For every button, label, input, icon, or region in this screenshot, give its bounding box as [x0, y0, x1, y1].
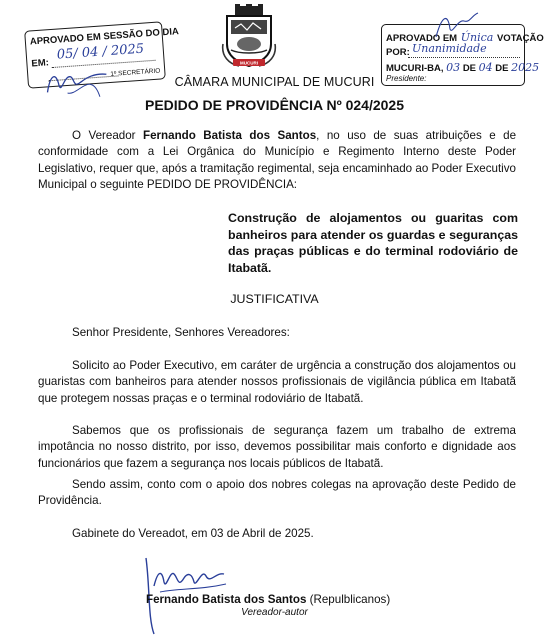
justification-heading: JUSTIFICATIVA [230, 292, 319, 306]
author-name: Fernando Batista dos Santos [146, 593, 307, 606]
closing-line: Gabinete do Vereadot, em 03 de Abril de 2025. [72, 527, 314, 540]
vote-method-handwritten: Única [460, 31, 494, 44]
vote-year-handwritten: 2025 [511, 61, 540, 74]
document-title: PEDIDO DE PROVIDÊNCIA Nº 024/2025 [144, 97, 404, 113]
vote-por-handwritten: Unanimidade [412, 42, 487, 55]
session-stamp-title: APROVADO EM SESSÃO DO DIA [29, 26, 180, 48]
signature-line [146, 593, 390, 606]
vote-day-handwritten: 03 [446, 61, 461, 74]
vote-stamp-title: APROVADO EM Única VOTAÇÃO [386, 31, 544, 44]
secretary-label: 1º SECRETÁRIO [110, 67, 161, 78]
vote-month-handwritten: 04 [478, 61, 493, 74]
crest-banner-text: MUCURI [240, 60, 258, 66]
president-signature-scribble [432, 11, 482, 41]
paragraph-2: Sabemos que os profissionais de segurança fazem um trabalho de extrema impotância no nosso distrito, por isso, devemos possibilitar mais conforto e dignidade aos funcionários que fazem a segurança nos locais públicos de Itabatã. [38, 424, 516, 470]
author-role: Vereador-autor [241, 607, 308, 618]
session-date-handwritten: 05/ 04 / 2025 [56, 41, 145, 63]
municipal-crest-logo [221, 4, 277, 70]
author-party: (Repulblicanos) [306, 593, 391, 606]
intro-paragraph: O Vereador Fernando Batista dos Santos, no uso de suas atribuições e de conformidade com a Lei Orgânica do Município e Regimento Interno deste Poder Legislativo, requer que, após a tramitação regimental, seja encaminhado ao Poder Executivo Municipal o seguinte PEDIDO DE PROVIDÊNCIA: [38, 129, 517, 191]
request-text: Construção de alojamentos ou guaritas com banheiros para atender os guardas e seguranças das praças públicas e do terminal rodoviário de Itabatã. [228, 211, 518, 276]
author-name-inline: Fernando Batista dos Santos [143, 129, 317, 142]
president-label: Presidente: [386, 74, 427, 83]
session-stamp-em-label: EM: [31, 57, 50, 70]
vote-place-date-line: MUCURI-BA, 03 DE 04 DE 2025 [386, 61, 540, 74]
chamber-name: CÂMARA MUNICIPAL DE MUCURI [174, 75, 375, 89]
vote-por-line [408, 57, 520, 58]
paragraph-1: Solicito ao Poder Executivo, em caráter de urgência a construção dos alojamentos ou guaristas com banheiros para atender nossos profissionais de vigilância pública em Itabatã que protegem nossas praças e o terminal rodoviário de Itabatã. [38, 359, 516, 405]
paragraph-3: Sendo assim, conto com o apoio dos nobres colegas na aprovação deste Pedido de Providência. [38, 478, 516, 508]
salutation: Senhor Presidente, Senhores Vereadores: [72, 326, 290, 339]
vote-por-label: POR: [386, 47, 410, 58]
